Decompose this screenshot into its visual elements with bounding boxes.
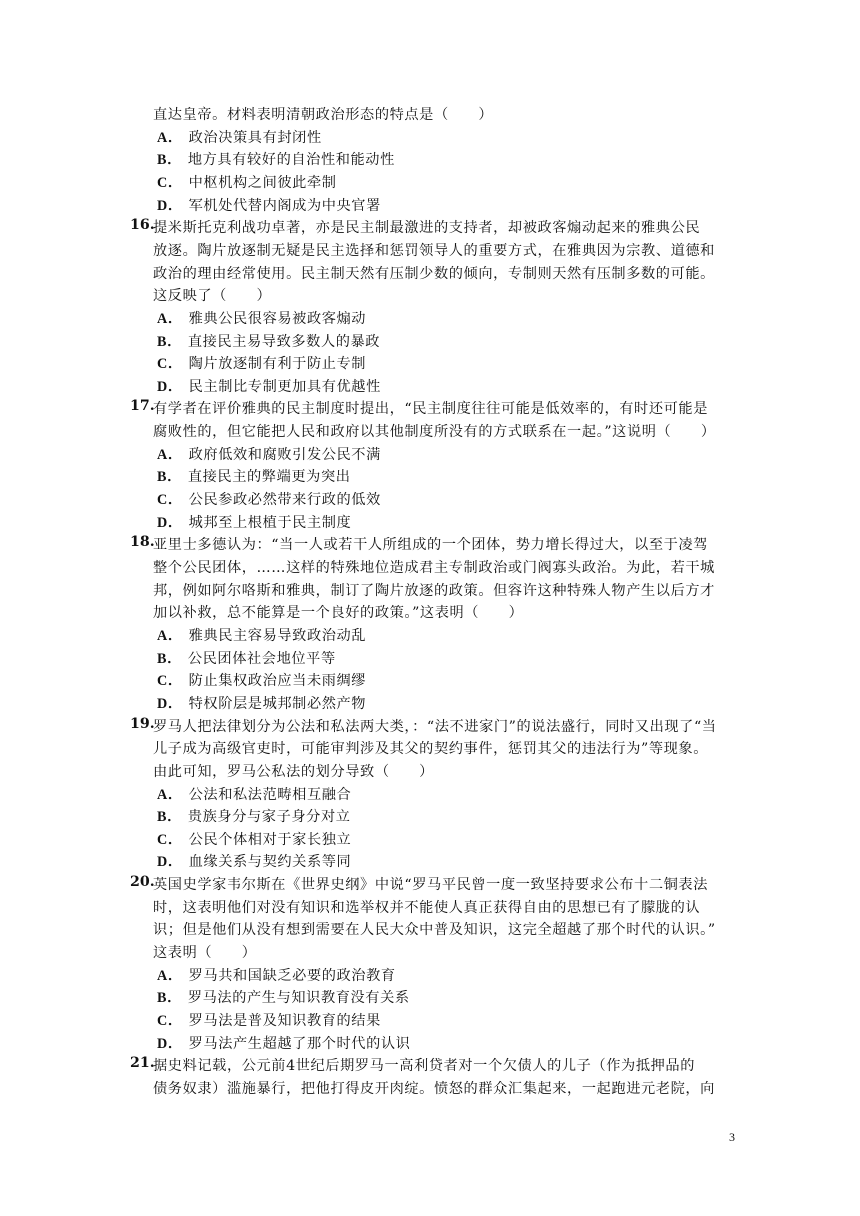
option-label: B． — [157, 152, 182, 169]
question-stem-line: 据史料记载，公元前4世纪后期罗马一高利贷者对一个欠债人的儿子（作为抵押品的 — [153, 1058, 695, 1075]
answer-option — [157, 625, 366, 645]
option-text: 政府低效和腐败引发公民不满 — [188, 446, 381, 463]
option-label: C． — [157, 831, 183, 848]
question-stem-line: 政治的理由经常使用。民主制天然有压制少数的倾向，专制则天然有压制多数的可能。 — [153, 265, 715, 282]
question-stem-line: 债务奴隶）滥施暴行，把他打得皮开肉绽。愤怒的群众汇集起来，一起跑进元老院，向 — [153, 1080, 715, 1097]
answer-option — [157, 670, 366, 690]
answer-option — [157, 987, 410, 1007]
option-text: 地方具有较好的自治性和能动性 — [187, 152, 395, 169]
option-text: 民主制比专制更加具有优越性 — [188, 378, 381, 395]
option-label: D． — [157, 695, 183, 712]
option-text: 罗马法是普及知识教育的结果 — [188, 1013, 381, 1029]
option-text: 公法和私法范畴相互融合 — [188, 786, 352, 803]
answer-option — [157, 331, 380, 351]
option-label: D． — [157, 378, 183, 395]
question-stem-line: 这反映了（ ） — [153, 288, 272, 305]
answer-option — [157, 693, 366, 713]
answer-option — [157, 466, 351, 486]
question-stem-line: 识；但是他们从没有想到需要在人民大众中普及知识，这完全超越了那个时代的认识。” — [153, 922, 716, 939]
answer-option — [157, 195, 381, 215]
option-text: 防止集权政治应当未雨绸缪 — [188, 673, 367, 690]
answer-option — [157, 784, 351, 804]
question-stem-line: 腐败性的，但它能把人民和政府以其他制度所没有的方式联系在一起。”这说明（ ） — [153, 424, 716, 441]
question-stem-line: 儿子成为高级官吏时，可能审判涉及其父的契约事件，惩罚其父的违法行为”等现象。 — [153, 741, 708, 758]
question-number: 19. — [130, 715, 155, 732]
option-text: 血缘关系与契约关系等同 — [188, 854, 352, 871]
option-label: D． — [157, 854, 183, 871]
answer-option — [157, 829, 351, 849]
question-stem-line: 整个公民团体，……这样的特殊地位造成君主专制政治或门阀寡头政治。为此，若干城 — [153, 560, 715, 576]
option-label: B． — [157, 990, 182, 1007]
option-text: 雅典公民很容易被政客煽动 — [188, 310, 367, 327]
option-label: C． — [157, 356, 183, 373]
option-label: B． — [157, 650, 182, 667]
question-number: 16. — [130, 217, 155, 234]
option-label: D． — [157, 1035, 183, 1052]
option-label: A． — [157, 967, 183, 984]
answer-option — [157, 512, 351, 532]
answer-option — [157, 648, 336, 668]
question-stem-line: 加以补救，总不能算是一个良好的政策。”这表明（ ） — [153, 605, 524, 622]
question-number: 18. — [130, 534, 155, 551]
option-label: C． — [157, 673, 183, 690]
option-text: 公民团体社会地位平等 — [187, 650, 336, 667]
option-text: 直接民主易导致多数人的暴政 — [187, 333, 381, 350]
option-label: B． — [157, 333, 182, 350]
option-text: 罗马法产生超越了那个时代的认识 — [188, 1035, 411, 1052]
answer-option — [157, 489, 381, 509]
option-text: 陶片放逐制有利于防止专制 — [188, 356, 367, 373]
option-text: 公民参政必然带来行政的低效 — [188, 492, 381, 509]
question-number: 20. — [130, 874, 155, 891]
answer-option — [157, 965, 396, 985]
option-text: 雅典民主容易导致政治动乱 — [188, 627, 367, 644]
question-stem-line: 由此可知，罗马公私法的划分导致（ ） — [153, 763, 434, 780]
option-label: D． — [157, 197, 183, 214]
option-text: 直接民主的弊端更为突出 — [187, 469, 351, 486]
question-number: 21. — [130, 1055, 155, 1072]
page-number: 3 — [729, 1130, 735, 1144]
option-text: 贵族身分与家子身分对立 — [187, 809, 351, 826]
option-label: A． — [157, 310, 183, 327]
option-text: 特权阶层是城邦制必然产物 — [188, 695, 367, 712]
answer-option — [157, 376, 381, 396]
option-label: B． — [157, 809, 182, 826]
question-stem-line: 这表明（ ） — [153, 945, 257, 962]
option-text: 罗马共和国缺乏必要的政治教育 — [188, 967, 396, 984]
answer-option — [157, 172, 337, 192]
option-label: C． — [157, 492, 183, 509]
answer-option — [157, 1010, 381, 1030]
question-stem-line: 直达皇帝。材料表明清朝政治形态的特点是（ ） — [153, 107, 494, 123]
answer-option — [157, 806, 351, 826]
answer-option — [157, 353, 366, 373]
option-label: C． — [157, 1013, 183, 1029]
option-label: A． — [157, 446, 183, 463]
option-label: C． — [157, 174, 183, 191]
answer-option — [157, 149, 395, 169]
option-text: 中枢机构之间彼此牵制 — [188, 174, 337, 191]
answer-option — [157, 1033, 410, 1053]
option-label: B． — [157, 469, 182, 486]
option-label: A． — [157, 786, 183, 803]
option-label: A． — [157, 129, 183, 146]
option-text: 罗马法的产生与知识教育没有关系 — [187, 990, 410, 1007]
option-text: 公民个体相对于家长独立 — [188, 831, 352, 848]
option-text: 政治决策具有封闭性 — [188, 129, 322, 146]
option-text: 军机处代替内阁成为中央官署 — [188, 197, 381, 214]
question-stem-line: 亚里士多德认为：“当一人或若干人所组成的一个团体，势力增长得过大，以至于凌驾 — [153, 537, 708, 554]
answer-option — [157, 308, 366, 328]
question-stem-line: 邦，例如阿尔咯斯和雅典，制订了陶片放逐的政策。但容许这种特殊人物产生以后方才 — [153, 582, 715, 599]
option-text: 城邦至上根植于民主制度 — [188, 514, 352, 531]
question-stem-line: 罗马人把法律划分为公法和私法两大类，：“法不进家门”的说法盛行，同时又出现了“当 — [153, 718, 717, 735]
answer-option — [157, 444, 381, 464]
question-stem-line: 时，这表明他们对没有知识和选举权并不能使人真正获得自由的思想已有了朦胧的认 — [153, 899, 701, 916]
answer-option — [157, 851, 351, 871]
option-label: D． — [157, 514, 183, 531]
question-stem-line: 提米斯托克利战功卓著，亦是民主制最激进的支持者，却被政客煽动起来的雅典公民 — [153, 220, 701, 237]
question-stem-line: 英国史学家韦尔斯在《世界史纲》中说“罗马平民曾一度一致坚持要求公布十二铜表法 — [153, 877, 708, 894]
answer-option — [157, 127, 322, 147]
question-number: 17. — [130, 398, 155, 415]
question-stem-line: 有学者在评价雅典的民主制度时提出，“民主制度往往可能是低效率的，有时还可能是 — [153, 401, 708, 418]
option-label: A． — [157, 627, 183, 644]
question-stem-line: 放逐。陶片放逐制无疑是民主选择和惩罚领导人的重要方式，在雅典因为宗教、道德和 — [153, 242, 715, 259]
